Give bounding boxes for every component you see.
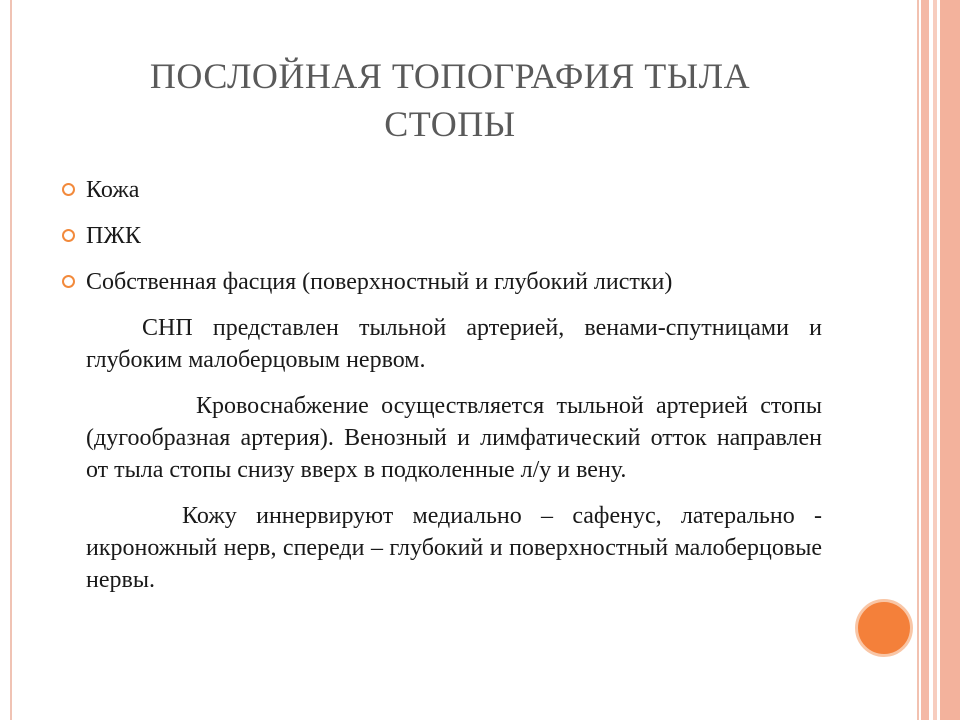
slide-title-line-2: СТОПЫ <box>384 104 516 144</box>
circle-bullet-icon <box>62 183 75 196</box>
paragraph-innervation: Кожу иннервируют медиально – сафенус, латерально - икроножный нерв, спереди – глубокий и поверхностный малоберцовые нервы. <box>86 503 822 593</box>
bullet-text: ПЖК <box>86 223 141 249</box>
bullet-text: Кожа <box>86 177 140 203</box>
bullet-item <box>60 220 822 252</box>
paragraph-blood-supply: Кровоснабжение осуществляется тыльной артерией стопы (дугообразная артерия). Венозный и лимфатический отток направлен от тыла стопы снизу вверх в подколенные л/у и вену. <box>86 393 822 483</box>
circle-bullet-icon <box>62 275 75 288</box>
decorative-circle-icon <box>855 599 913 657</box>
bullet-item <box>60 266 822 298</box>
bullet-text: Собственная фасция (поверхностный и глубокий листки) <box>86 269 673 295</box>
paragraph-snp: СНП представлен тыльной артерией, венами-спутницами и глубоким малоберцовым нервом. <box>86 315 822 373</box>
right-stripe <box>940 0 960 720</box>
bullet-item <box>60 174 822 206</box>
slide-content <box>60 174 822 610</box>
circle-bullet-icon <box>62 229 75 242</box>
left-border-line <box>10 0 12 720</box>
right-stripe <box>921 0 929 720</box>
right-stripe <box>933 0 937 720</box>
slide-title <box>40 52 860 148</box>
right-stripe <box>917 0 919 720</box>
slide-title-line-1: ПОСЛОЙНАЯ ТОПОГРАФИЯ ТЫЛА <box>149 56 751 96</box>
